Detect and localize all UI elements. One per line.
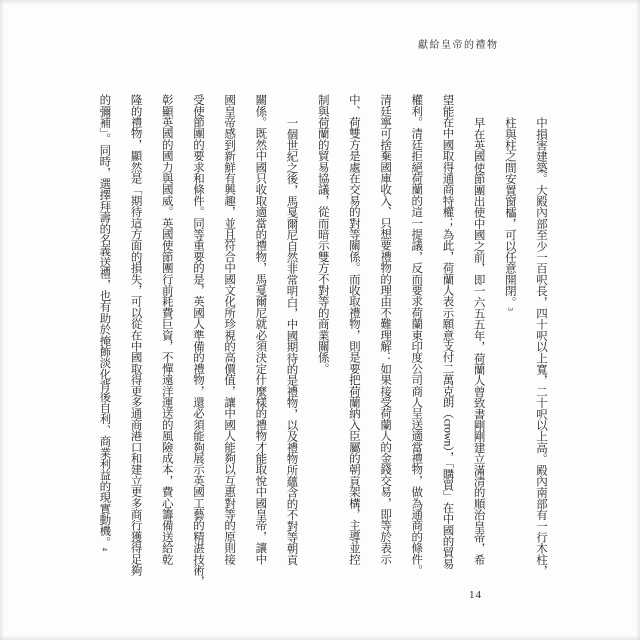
column-text: 權利。清廷拒絕荷蘭的這一提議，反而要求荷蘭東印度公司商人呈送適當禮物，做為通商的條件。: [410, 94, 423, 576]
text-column: [244, 94, 275, 566]
footnote-marker: 3: [505, 306, 514, 311]
running-header: 獻給皇帝的禮物: [418, 40, 499, 51]
footnote-marker: 4: [100, 547, 109, 551]
page-number: 14: [469, 589, 482, 601]
column-text: 中、荷雙方是處在交易的對等關係。而收取禮物，則是要把荷蘭納入臣屬的朝貢架構，主導並控: [347, 94, 360, 565]
column-text: 國皇帝感到新鮮有興趣，並且符合中國文化所珍視的高價值，讓中國人能夠以互惠對等的原則接: [223, 94, 236, 565]
text-column: [119, 94, 150, 576]
text-column: [182, 94, 213, 587]
column-text: 早在英國使節團出使中國之前，即一六五五年，荷蘭人曾致書剛剛建立滿清的順治皇帝，希: [472, 116, 485, 565]
column-text: 一個世紀之後，馬戛爾尼自然非常明白，中國期待的是禮物，以及禮物所蘊含的不對等朝貢: [285, 116, 298, 565]
text-column: [462, 94, 493, 566]
column-text: 制與荷蘭的貿易協議，從而暗示雙方不對等的商業關係。: [316, 94, 329, 375]
column-text: 受使節團的要求和條件。同等重要的是，英國人準備的禮物，還必須能夠展示英國工藝的精湛技術，: [191, 94, 204, 587]
text-column: [338, 94, 369, 566]
column-text: 望能在中國取得通商特權；為此，荷蘭人表示願意支付二萬克朗（crown），「購買」在中國的貿易: [441, 94, 454, 569]
text-column: [494, 94, 525, 566]
column-text: 中損害建築。大殿內部至少一百呎長，四十呎以上寬，二十呎以上高。殿內南部有一行木柱，: [535, 116, 547, 576]
text-column: [369, 94, 400, 566]
text-column: [307, 94, 338, 566]
column-text: 清廷寧可捨棄國庫收入、只想要禮物的理由不難理解：如果接受荷蘭人的金錢交易，即等於表示: [379, 94, 392, 565]
column-text: 柱與柱之間安置窗櫺，可以任意開閉。: [503, 116, 516, 307]
text-column: [151, 94, 182, 566]
column-text: 關係。既然中國只收取適當的禮物，馬戛爾尼就必須決定什麼樣的禮物才能取悅中國皇帝，讓中: [254, 94, 267, 565]
text-column: [525, 94, 556, 576]
text-column: [275, 94, 306, 566]
text-column: [213, 94, 244, 566]
text-column: [88, 94, 119, 566]
text-block: [88, 94, 556, 587]
text-column: [400, 94, 431, 576]
column-text: 的彌補」。同時，選擇拜壽的名義送禮，也有助於掩飾淡化背後自利、商業利益的現實動機。: [98, 94, 111, 548]
column-text: 隆的禮物，顯然是「期待這方面的損失，可以從在中國取得更多通商港口和建立更多商行獲得足夠: [129, 94, 142, 576]
text-column: [431, 94, 462, 569]
column-text: 彰顯英國的國力與國威。英國使節團行前耗費巨資，不憚遠洋運送的風險成本，費心籌備送給乾: [160, 94, 173, 565]
